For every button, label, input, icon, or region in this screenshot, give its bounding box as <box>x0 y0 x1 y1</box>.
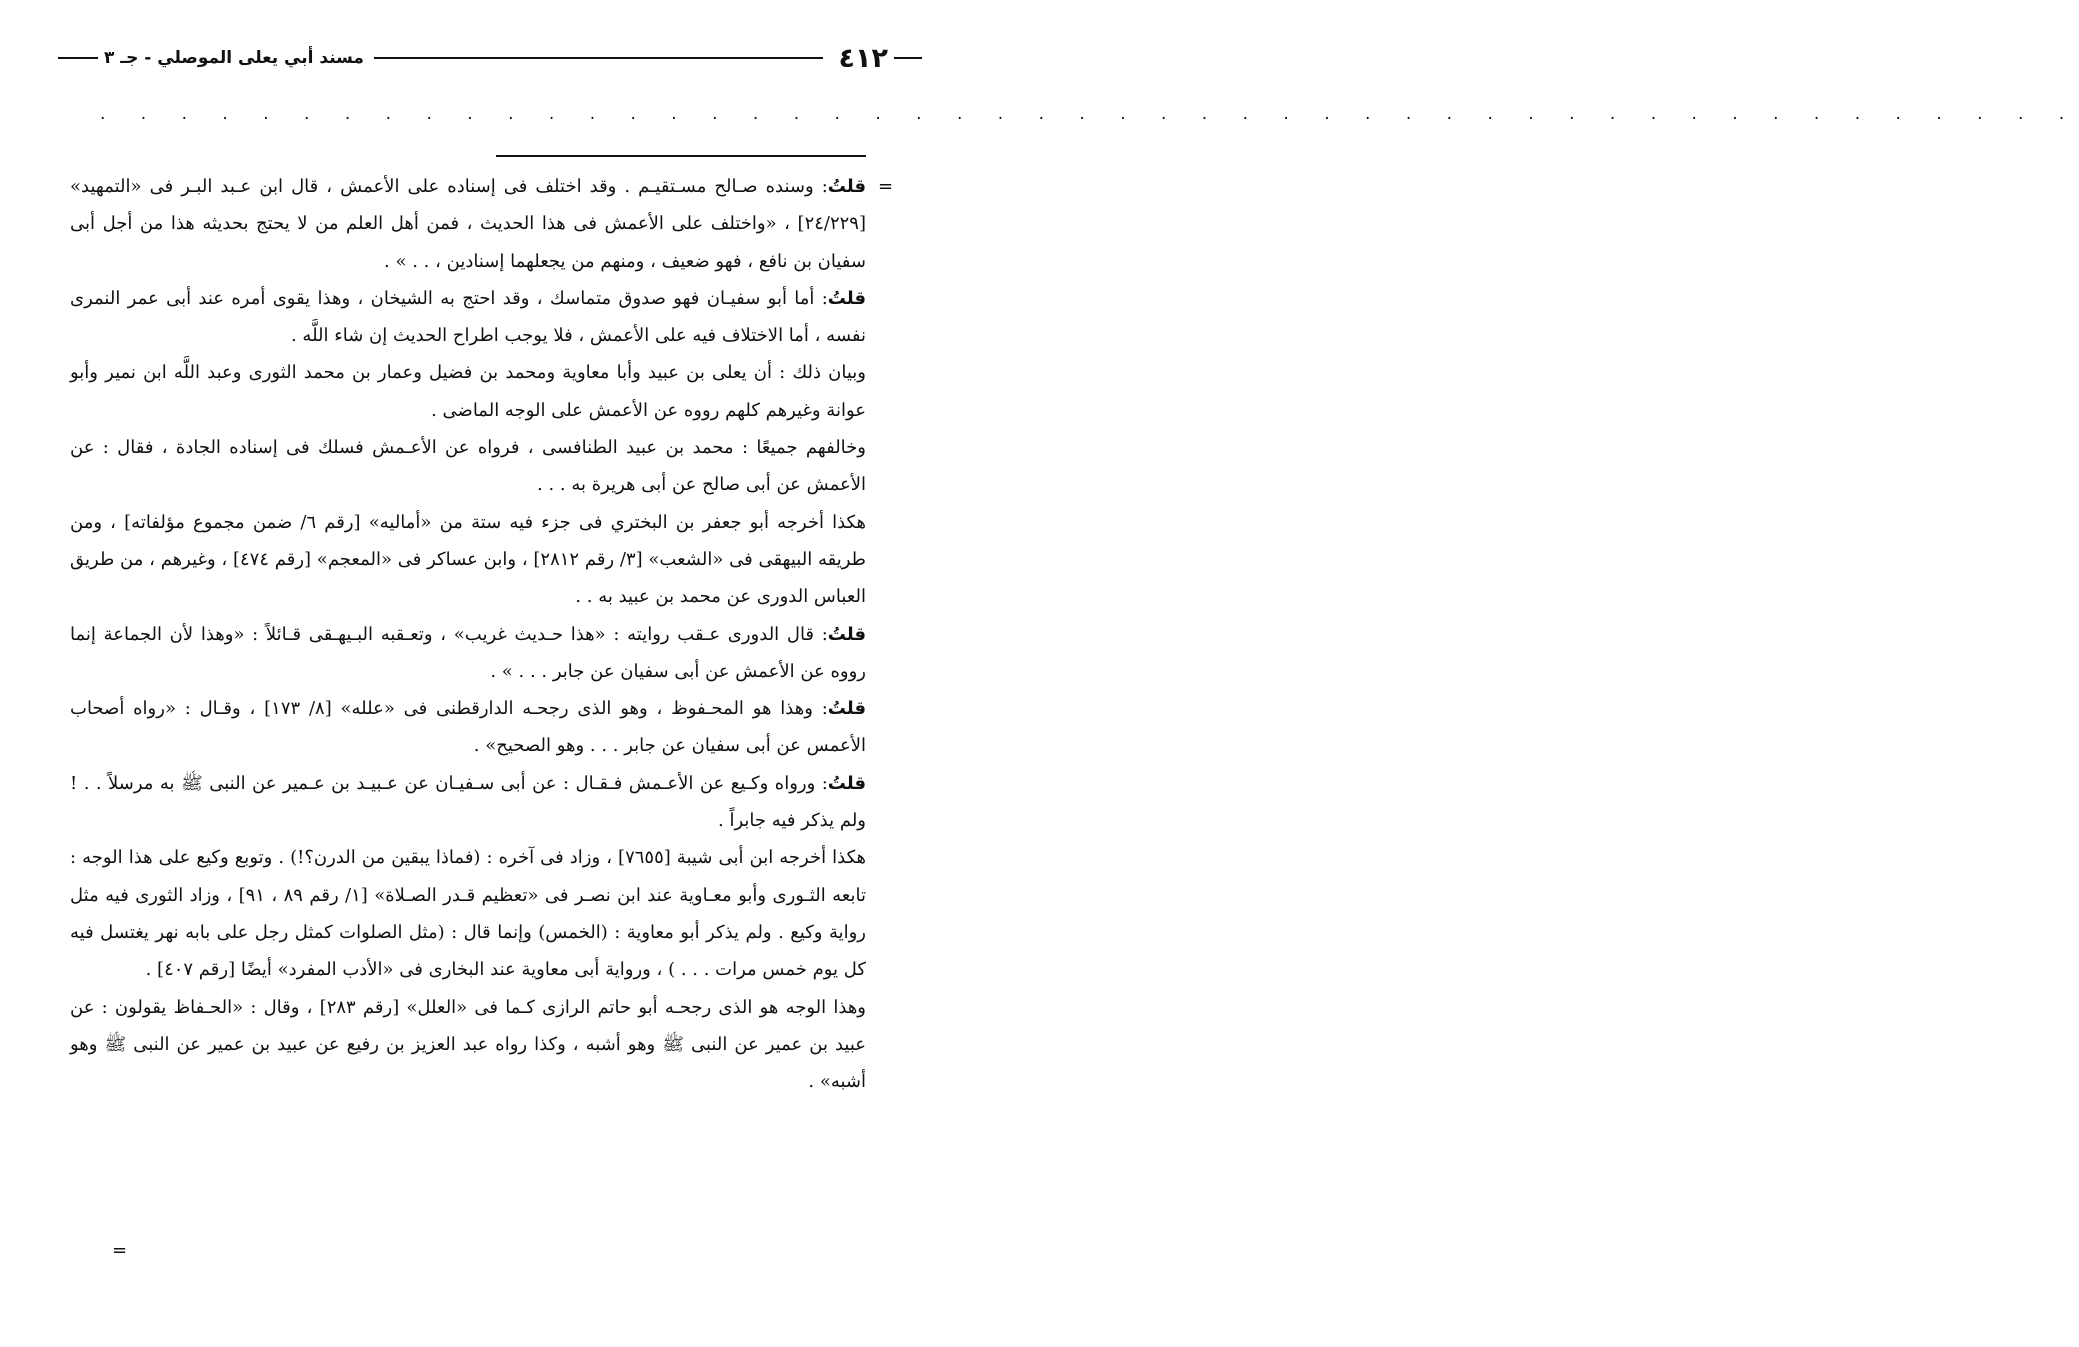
paragraph-lead: قلتُ <box>827 772 866 794</box>
paragraph-text: : ورواه وكـيع عن الأعـمش فـقـال : عن أبى سـفيـان عن عـبيـد بن عـمير عن النبى ﷺ به مرسلاً . . ! ولم يذكر فيه جابراً . <box>70 772 866 832</box>
paragraph-7 <box>70 690 866 765</box>
paragraph-lead: قلتُ <box>827 698 866 720</box>
paragraph-8 <box>70 765 866 840</box>
paragraph-6 <box>70 616 866 691</box>
header-trail-dash <box>58 57 98 59</box>
paragraph-4 <box>70 429 866 504</box>
paragraph-1 <box>70 168 866 280</box>
paragraph-text: هكذا أخرجه أبو جعفر بن البختري فى جزء فيه ستة من «أماليه» [رقم ٦/ ضمن مجموع مؤلفاته] ، ومن طريقه البيهقى فى «الشعب» [٣/ رقم ٢٨١٢] ، وابن عساكر فى «المعجم» [رقم ٤٧٤] ، وغيرهم ، من طريق العباس الدورى عن محمد بن عبيد به . . <box>70 511 866 608</box>
paragraph-lead: قلتُ <box>827 287 866 309</box>
continuation-mark-bottom: = <box>112 1240 128 1261</box>
paragraph-text: هكذا أخرجه ابن أبى شيبة [٧٦٥٥] ، وزاد فى آخره : (فماذا يبقين من الدرن؟!) . وتوبع وكيع على هذا الوجه : تابعه الثـورى وأبو معـاوية عند ابن نصـر فى «تعظيم قـدر الصـلاة» [١/ رقم ٨٩ ، ٩١] ، وزاد الثورى فيه مثل رواية وكيع . ولم يذكر أبو معاوية : (الخمس) وإنما قال : (مثل الصلوات كمثل رجل على بابه نهر يغتسل فيه كل يوم خمس مرات . . . ) ، ورواية أبى معاوية عند البخارى فى «الأدب المفرد» أيضًا [رقم ٤٠٧] . <box>70 847 867 981</box>
paragraph-text: وبيان ذلك : أن يعلى بن عبيد وأبا معاوية ومحمد بن فضيل وعمار بن محمد الثورى وعبد اللَّه ابن نمير وأبو عوانة وغيرهم كلهم رووه عن الأعمش على الوجه الماضى . <box>70 362 867 421</box>
paragraph-text: وخالفهم جميعًا : محمد بن عبيد الطنافسى ، فرواه عن الأعـمش فسلك فى إسناده الجادة ، فقال : عن الأعمش عن أبى صالح عن أبى هريرة به . . . <box>70 437 866 496</box>
paragraph-5 <box>70 504 866 616</box>
paragraph-9 <box>70 839 866 988</box>
book-title: مسند أبي يعلى الموصلي - جـ ٣ <box>104 48 364 68</box>
paragraph-10 <box>70 989 866 1101</box>
running-header <box>58 38 922 78</box>
separator-dots: . . . . . . . . . . . . . . . . . . . . . . . . . . . . . . . . . . . . . . . . . . . . . . . . . <box>100 104 2079 124</box>
continuation-mark-top: = <box>878 176 894 197</box>
paragraph-text: : قال الدورى عـقب روايته : «هذا حـديث غريب» ، وتعـقبه البـيهـقى قـائلاً : «وهذا لأن الجماعة إنما رووه عن الأعمش عن أبى سفيان عن جابر . . . » . <box>70 623 866 682</box>
paragraph-text: : وهذا هو المحـفوظ ، وهو الذى رجحـه الدارقطنى فى «علله» [٨/ ١٧٣] ، وقـال : «رواه أصحاب الأعمس عن أبى سفيان عن جابر . . . وهو الصحيح» . <box>70 698 866 757</box>
footnote-rule <box>496 155 866 157</box>
paragraph-text: : أما أبو سفيـان فهو صدوق متماسك ، وقد احتج به الشيخان ، وهذا يقوى أمره عند أبى عمر النمرى نفسه ، أما الاختلاف فيه على الأعمش ، فلا يوجب اطراح الحديث إن شاء اللَّه . <box>70 287 866 347</box>
paragraph-text: : وسنده صـالح مسـتقيـم . وقد اختلف فى إسناده على الأعمش ، قال ابن عـبد البـر فى «التمهيد» [٢٤/٢٢٩] ، «واختلف على الأعمش فى هذا الحديث ، فمن أهل العلم من لا يحتج بحديثه هذا من أجل أبى سفيان بن نافع ، فهو ضعيف ، ومنهم من يجعلهما إسنادين ، . . » . <box>70 176 866 272</box>
header-lead-dash <box>894 57 922 59</box>
paragraph-2 <box>70 280 866 355</box>
paragraph-text: وهذا الوجه هو الذى رجحـه أبو حاتم الرازى كـما فى «العلل» [رقم ٢٨٣] ، وقال : «الحـفاظ يقولون : عن عبيد بن عمير عن النبى ﷺ وهو أشبه ، وكذا رواه عبد العزيز بن رفيع عن عبيد بن عمير عن النبى ﷺ وهو أشبه» . <box>70 996 866 1093</box>
paragraph-lead: قلتُ <box>827 176 866 197</box>
paragraph-lead: قلتُ <box>827 623 866 645</box>
paragraph-3 <box>70 354 866 429</box>
header-rule <box>374 57 823 59</box>
page-number: ٤١٢ <box>838 42 888 74</box>
footnote-text <box>70 168 866 1100</box>
